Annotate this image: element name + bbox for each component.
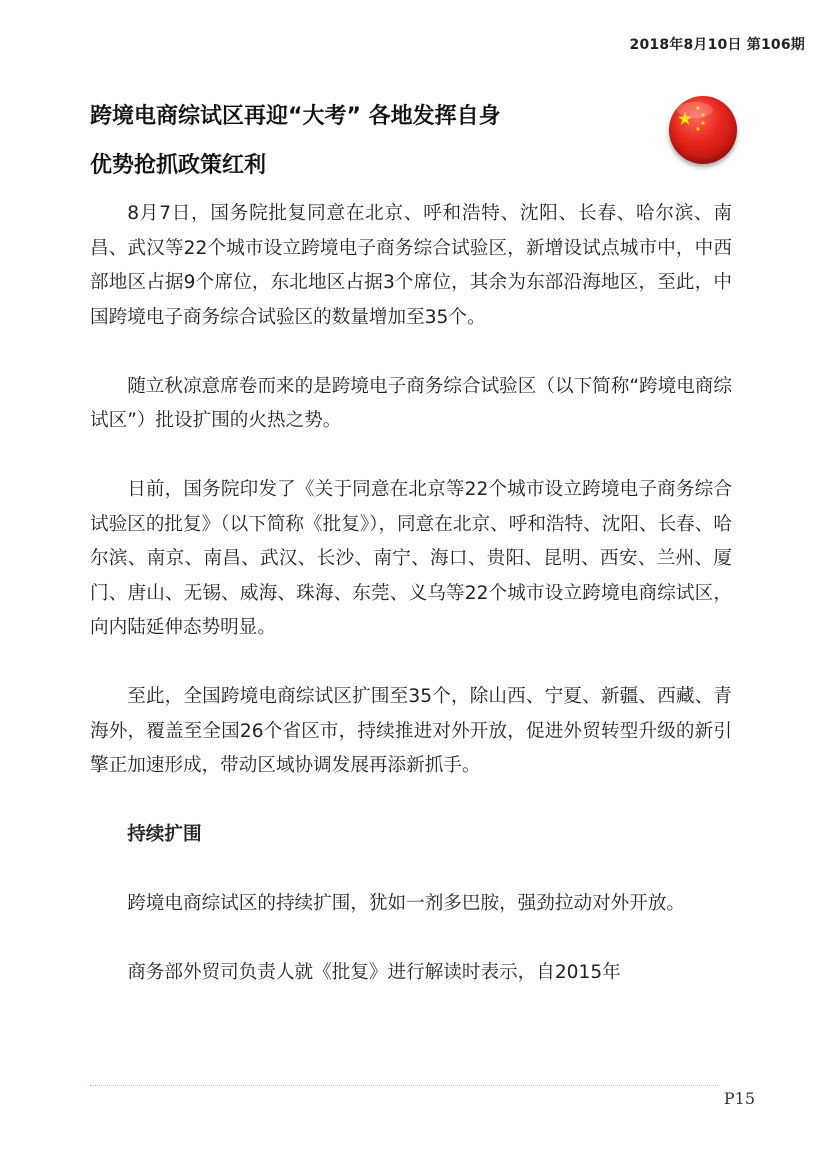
page-number: P15 xyxy=(723,1089,755,1108)
issue-date-header: 2018年8月10日 第106期 xyxy=(629,37,805,53)
paragraph: 8月7日，国务院批复同意在北京、呼和浩特、沈阳、长春、哈尔滨、南昌、武汉等22个城市设立跨境电子商务综合试验区，新增设试点城市中，中西部地区占据9个席位，东北地区占据3个席位，其余为东部沿海地区，至此，中国跨境电子商务综合试验区的数量增加至35个。 xyxy=(90,203,732,328)
section-subheading: 持续扩围 xyxy=(127,824,202,845)
article-body xyxy=(90,197,732,1025)
footer-divider xyxy=(90,1085,720,1086)
article-title xyxy=(90,92,630,190)
paragraph: 随立秋凉意席卷而来的是跨境电子商务综合试验区（以下简称“跨境电商综试区”）批设扩围的火热之势。 xyxy=(90,375,732,431)
paragraph: 至此，全国跨境电商综试区扩围至35个，除山西、宁夏、新疆、西藏、青海外，覆盖至全国26个省区市，持续推进对外开放，促进外贸转型升级的新引擎正加速形成，带动区域协调发展再添新抓手。 xyxy=(90,686,732,776)
article-title-line-1: 跨境电商综试区再迎“大考” 各地发挥自身 xyxy=(90,104,501,129)
paragraph: 商务部外贸司负责人就《批复》进行解读时表示，自2015年 xyxy=(127,962,621,983)
paragraph: 日前，国务院印发了《关于同意在北京等22个城市设立跨境电子商务综合试验区的批复》（以下简称《批复》），同意在北京、呼和浩特、沈阳、长春、哈尔滨、南京、南昌、武汉、长沙、南宁、海口、贵阳、昆明、西安、兰州、厦门、唐山、无锡、威海、珠海、东莞、义乌等22个城市设立跨境电商综试区，向内陆延伸态势明显。 xyxy=(90,479,732,638)
article-title-line-2: 优势抢抓政策红利 xyxy=(90,153,267,178)
china-flag-icon xyxy=(669,96,737,164)
paragraph: 跨境电商综试区的持续扩围，犹如一剂多巴胺，强劲拉动对外开放。 xyxy=(127,893,686,914)
